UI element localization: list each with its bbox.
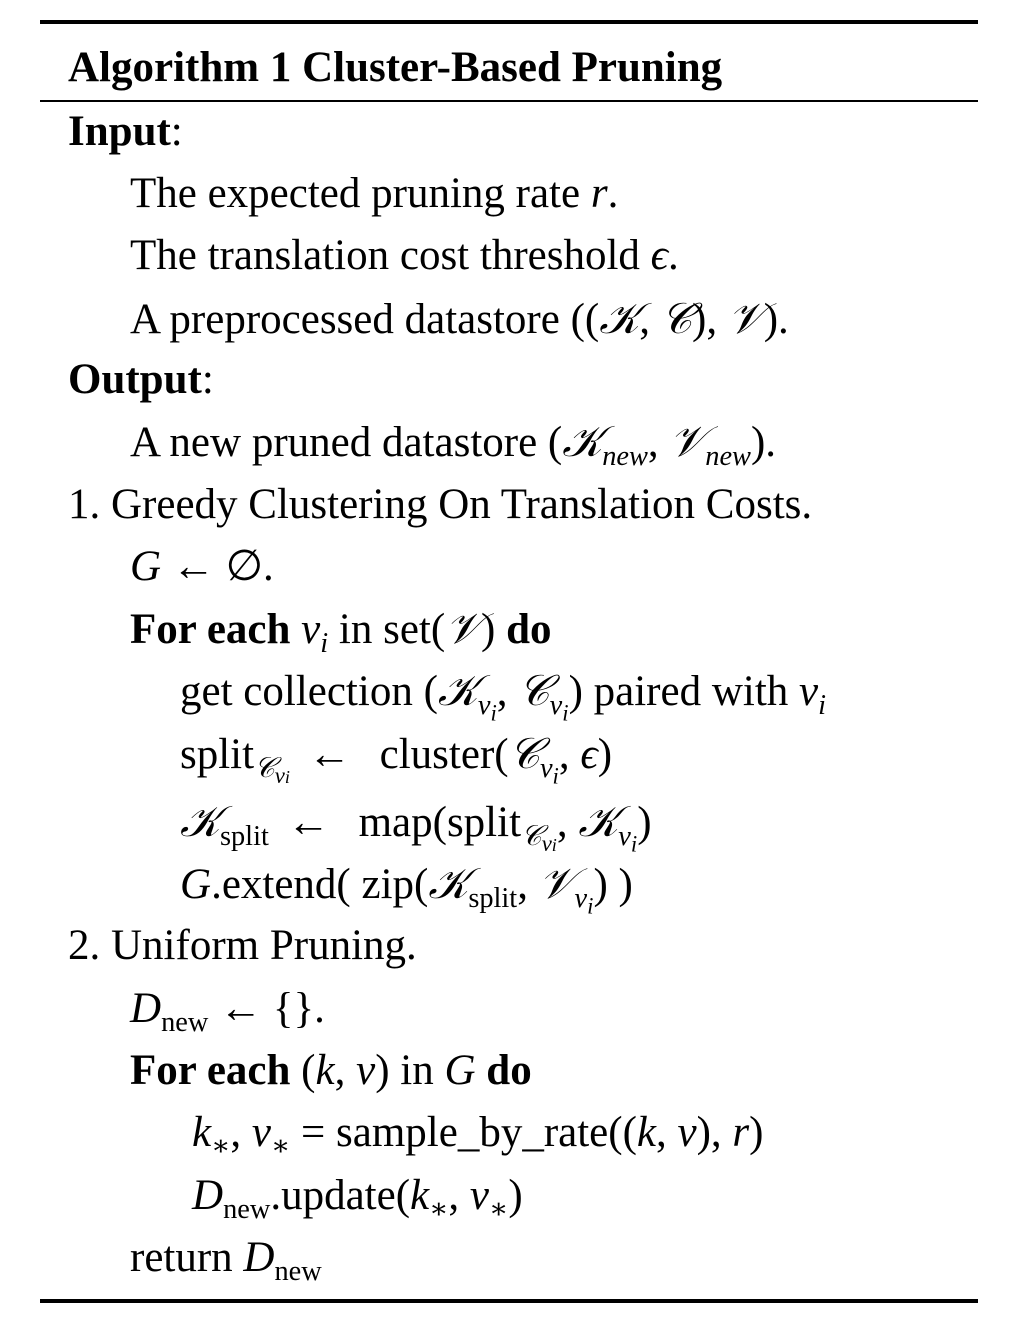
step2-return: return $D_{new}$ bbox=[130, 1234, 322, 1288]
output-line-1: A new pruned datastore (𝒦$_{new}$, 𝒱$_{new}$). bbox=[130, 417, 777, 473]
step2-body-1: $k_∗$, $v_∗$ = sample_by_rate((k, v), r) bbox=[192, 1109, 764, 1163]
step1-body-1: get collection (𝒦$_{v_i}$, 𝒞$_{v_i}$) paired with $v_i$ bbox=[180, 666, 826, 726]
input-line-1: The expected pruning rate r. bbox=[130, 170, 619, 217]
step1-body-4: G.extend( zip(𝒦$_{split}$, 𝒱$_{v_i}$) ) bbox=[180, 859, 633, 919]
step1-loop: For each $v_i$ in set(𝒱) do bbox=[130, 604, 552, 660]
algorithm-title bbox=[68, 40, 722, 96]
output-heading: Output: bbox=[68, 356, 214, 403]
algorithm-name: Cluster-Based Pruning bbox=[302, 44, 723, 91]
input-heading: Input: bbox=[68, 108, 183, 155]
step2-heading: 2. Uniform Pruning. bbox=[68, 922, 417, 969]
bottom-rule bbox=[40, 1299, 978, 1303]
algorithm-label: Algorithm 1 bbox=[68, 44, 292, 91]
step1-body-2: split$_{𝒞_{vi}}$ ← cluster(𝒞$_{v_i}$, ϵ) bbox=[180, 729, 613, 789]
input-line-3: A preprocessed datastore ((𝒦, 𝒞), 𝒱). bbox=[130, 294, 789, 344]
top-rule bbox=[40, 20, 978, 24]
title-rule bbox=[40, 100, 978, 102]
step1-body-3: 𝒦$_{split}$ ← map(split$_{𝒞_{vi}}$, 𝒦$_{v_i}$) bbox=[180, 797, 652, 857]
step1-init: G ← ∅. bbox=[130, 543, 274, 590]
step2-body-2: $D_{new}.update(k_∗$, $v_∗$) bbox=[192, 1172, 523, 1226]
input-line-2: The translation cost threshold ϵ. bbox=[130, 232, 679, 279]
step2-loop: For each (k, v) in G do bbox=[130, 1047, 532, 1094]
step1-heading: 1. Greedy Clustering On Translation Costs. bbox=[68, 481, 813, 528]
step2-init: $D_{new}$ ← {}. bbox=[130, 985, 325, 1039]
